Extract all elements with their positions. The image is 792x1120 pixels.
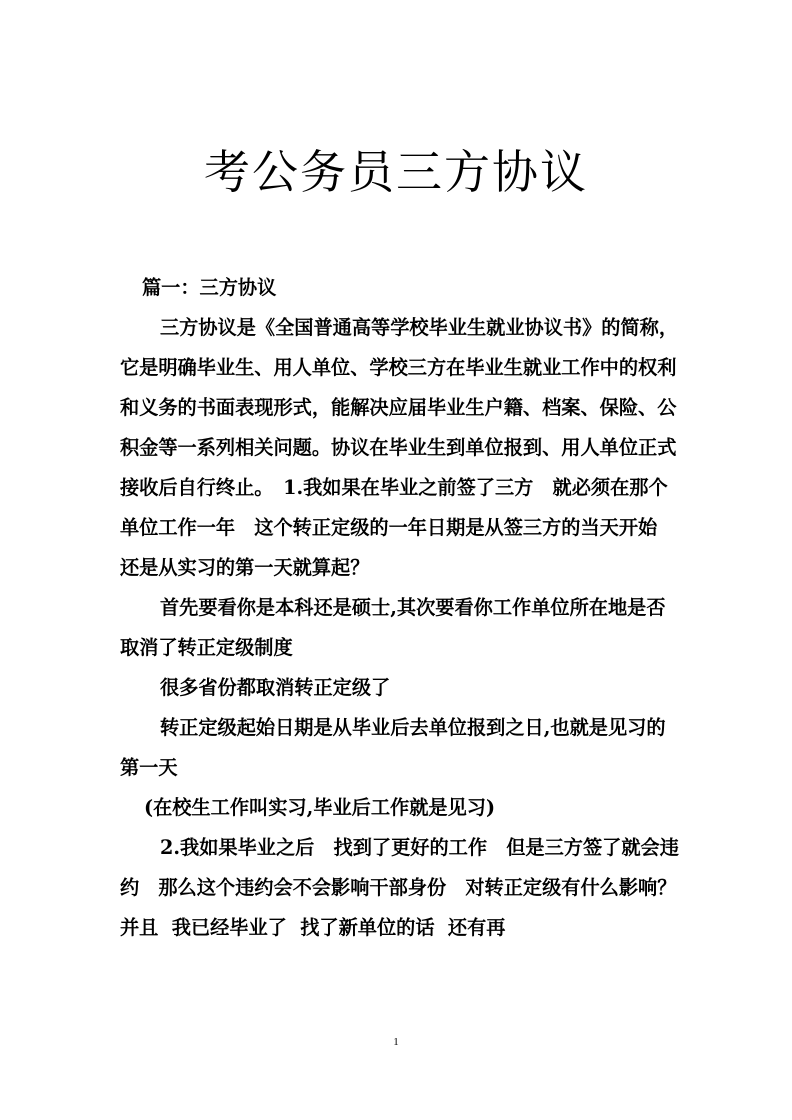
paragraph-intro: 三方协议是《全国普通高等学校毕业生就业协议书》的简称，它是明确毕业生、用人单位、学校三方在毕业生就业工作中的权利和义务的书面表现形式，能解决应届毕业生户籍、档案、保险、公积金等一系列相关问题。协议在毕业生到单位报到、用人单位正式接收后自行终止。 1.我如果在毕业之前签了三方 就必须在那个单位工作一年 这个转正定级的一年日期是从签三方的当天开始 还是从实习的第一天就算起？ — [120, 316, 679, 579]
paragraph-question-2: 2.我如果毕业之后 找到了更好的工作 但是三方签了就会违约 那么这个违约会不会影响干部身份 对转正定级有什么影响？并且 我已经毕业了 找了新单位的话 还有再 — [120, 836, 679, 939]
paragraph-answer-1: 首先要看你是本科还是硕士,其次要看你工作单位所在地是否取消了转正定级制度 — [120, 596, 666, 659]
page-number: 1 — [393, 1036, 399, 1048]
paragraph-note: (在校生工作叫实习,毕业后工作就是见习) — [144, 796, 496, 819]
paragraph-answer-3: 转正定级起始日期是从毕业后去单位报到之日,也就是见习的第一天 — [120, 716, 666, 779]
document-title: 考公务员三方协议 — [204, 145, 588, 199]
document-body — [120, 268, 680, 948]
section-heading: 篇一：三方协议 — [142, 276, 277, 299]
paragraph-answer-2: 很多省份都取消转正定级了 — [160, 676, 391, 699]
